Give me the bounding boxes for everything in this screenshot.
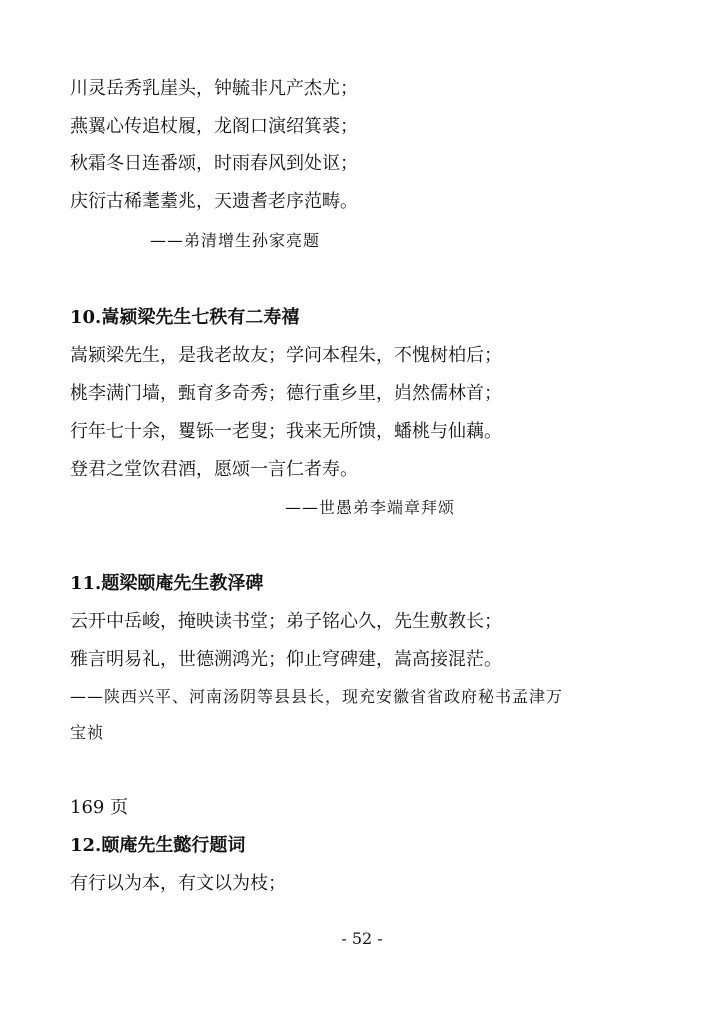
poem-line: 有行以为本，有文以为枝； xyxy=(70,873,286,894)
poem-signature: ——弟清增生孙家亮题 xyxy=(150,231,321,250)
poem-line: 云开中岳峻，掩映读书堂；弟子铭心久，先生敷教长； xyxy=(70,611,502,632)
poem-line: 燕翼心传追杖履，龙阁口演绍箕裘； xyxy=(70,116,358,137)
poem-line: 桃李满门墙，甄育多奇秀；德行重乡里，岿然儒林首； xyxy=(70,383,502,404)
poem-signature: ——陕西兴平、河南汤阴等县县长，现充安徽省省政府秘书孟津万 xyxy=(70,687,564,706)
section-heading: 11.题梁颐庵先生教泽碑 xyxy=(70,573,264,594)
poem-line: 嵩颍梁先生，是我老故友；学问本程朱，不愧树柏后； xyxy=(70,345,502,366)
page-reference: 169 页 xyxy=(70,797,129,818)
poem-line: 雅言明易礼，世德溯鸿光；仰止穹碑建，嵩高接混茫。 xyxy=(70,649,502,670)
poem-line: 庆衍古稀耄耋兆，天遗耆老序范畴。 xyxy=(70,191,358,212)
poem-line: 行年七十余，矍铄一老叟；我来无所馈，蟠桃与仙藕。 xyxy=(70,421,502,442)
poem-line: 登君之堂饮君酒，愿颂一言仁者寿。 xyxy=(70,459,358,480)
page-number: - 52 - xyxy=(341,929,383,948)
poem-signature: ——世愚弟李端章拜颂 xyxy=(285,498,456,517)
section-heading: 10.嵩颍梁先生七秩有二寿禧 xyxy=(70,307,300,328)
section-heading: 12.颐庵先生懿行题词 xyxy=(70,835,246,856)
poem-line: 秋霜冬日连番颂，时雨春风到处讴； xyxy=(70,153,358,174)
poem-line: 川灵岳秀乳崖头，钟毓非凡产杰尤； xyxy=(70,78,358,99)
poem-signature-continued: 宝祯 xyxy=(70,723,105,742)
